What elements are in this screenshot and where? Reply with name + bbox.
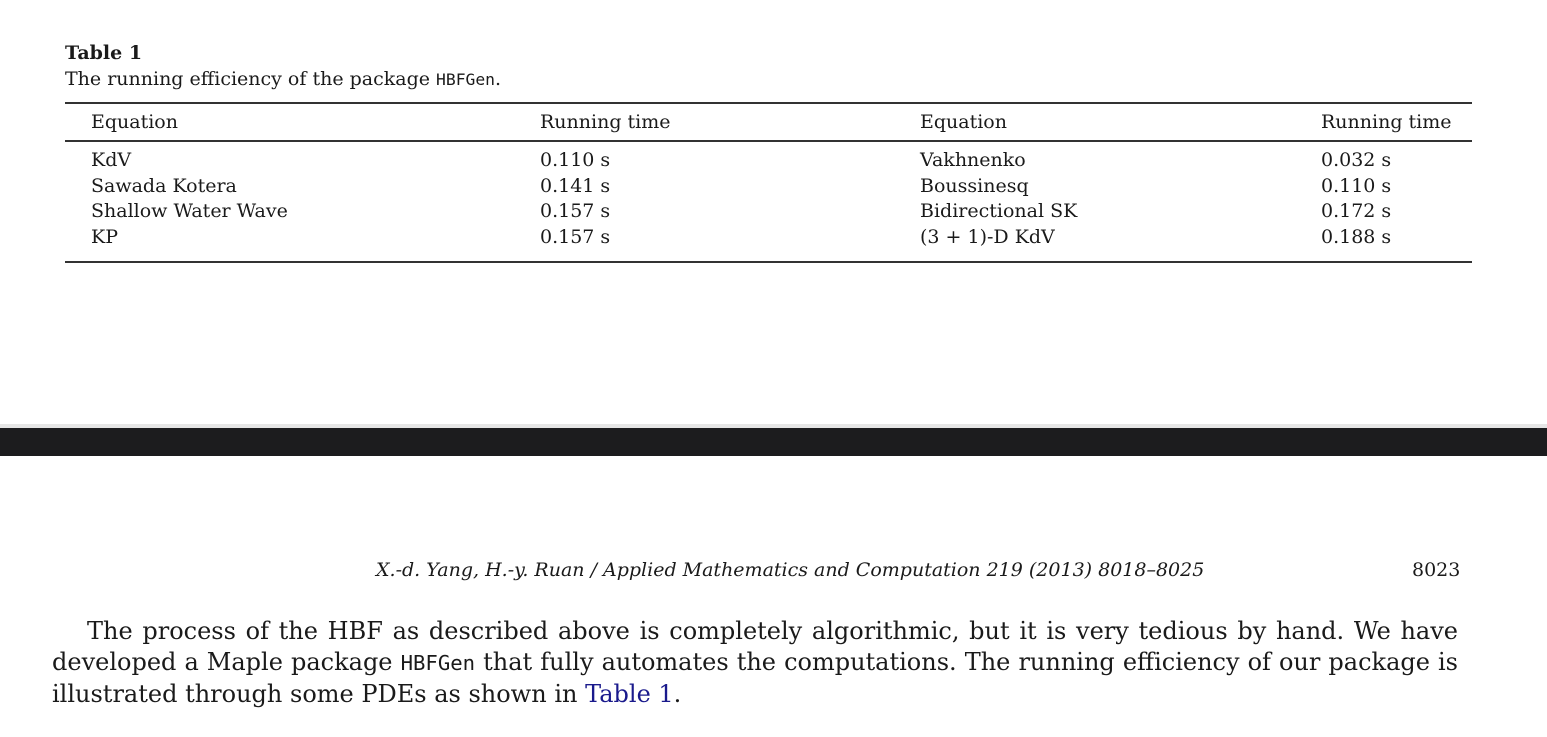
- paragraph-code: HBFGen: [400, 651, 476, 675]
- table-cell: 0.141 s: [540, 175, 611, 197]
- table-header-rule: [65, 140, 1472, 142]
- table-cell: Bidirectional SK: [920, 200, 1078, 222]
- page-separator-band: [0, 428, 1547, 456]
- table-cell: 0.157 s: [540, 200, 611, 222]
- table-caption-block: [65, 40, 1472, 93]
- header-running-time-1: Running time: [540, 111, 671, 133]
- table-bottom-rule: [65, 261, 1472, 263]
- body-paragraph: [52, 616, 1458, 710]
- table-cell: 0.110 s: [540, 149, 611, 171]
- caption-suffix: .: [495, 68, 502, 90]
- table-cell: KdV: [91, 149, 132, 171]
- running-head: X.-d. Yang, H.-y. Ruan / Applied Mathematics and Computation 219 (2013) 8018–8025: [376, 559, 1205, 581]
- table-cell: KP: [91, 226, 118, 248]
- table-caption: [65, 66, 1472, 93]
- paragraph-text-2: that fully automates the computations. The running efficiency of our package is illustrated through some PDEs as shown in: [52, 648, 1458, 708]
- caption-text: The running efficiency of the package: [65, 68, 437, 90]
- caption-code: HBFGen: [436, 70, 496, 89]
- header-equation-2: Equation: [920, 111, 1007, 133]
- page-number: 8023: [1412, 559, 1461, 581]
- table-cell: Shallow Water Wave: [91, 200, 288, 222]
- table-label: Table 1: [65, 42, 143, 64]
- table-top-rule: [65, 102, 1472, 104]
- table-cell: 0.032 s: [1321, 149, 1392, 171]
- table-1-link[interactable]: Table 1: [585, 680, 674, 708]
- table-cell: 0.188 s: [1321, 226, 1392, 248]
- paragraph-text-3: .: [673, 680, 682, 708]
- table-cell: Vakhnenko: [920, 149, 1026, 171]
- table-cell: Sawada Kotera: [91, 175, 237, 197]
- table-cell: (3 + 1)-D KdV: [920, 226, 1055, 248]
- table-cell: 0.157 s: [540, 226, 611, 248]
- table-cell: Boussinesq: [920, 175, 1029, 197]
- header-running-time-2: Running time: [1321, 111, 1452, 133]
- header-equation-1: Equation: [91, 111, 178, 133]
- table-cell: 0.110 s: [1321, 175, 1392, 197]
- paragraph-text-1: The process of the HBF as described above is completely algorithmic, but it is very tedious by hand. We have developed a Maple package: [52, 617, 1458, 676]
- table-cell: 0.172 s: [1321, 200, 1392, 222]
